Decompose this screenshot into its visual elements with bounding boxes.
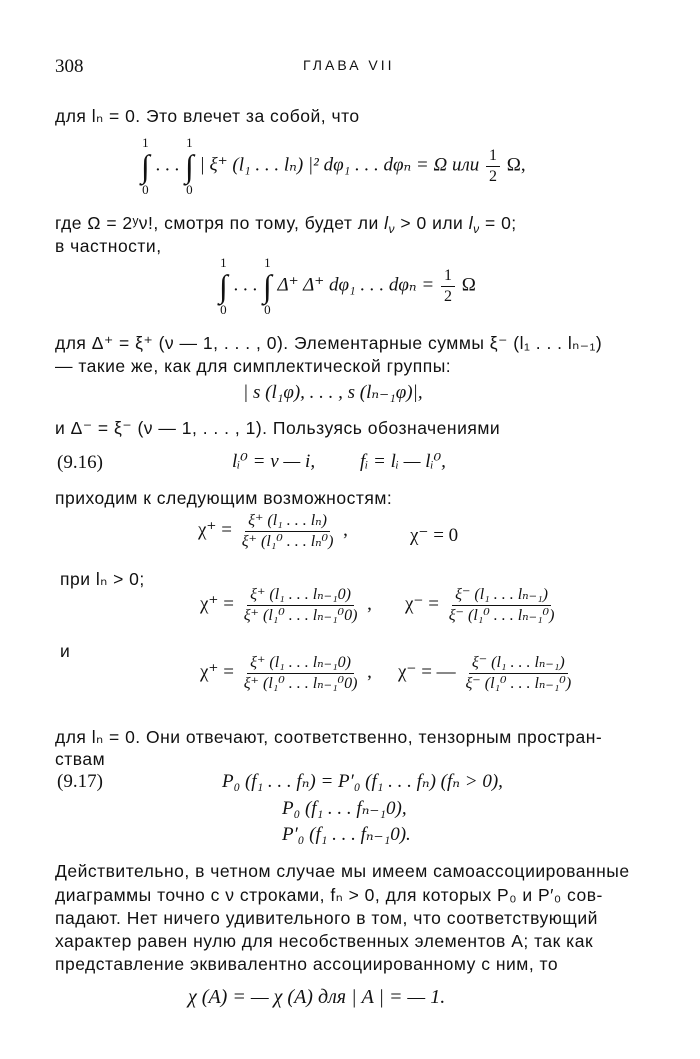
text-line-13: ствам: [55, 749, 106, 769]
chi-fraction: $\frac{\text{ξ⁺ (l₁ . . . lₙ₋₁0)}}{\text{ξ⁺ (l₁⁰ . . . lₙ₋₁⁰0)}}$: [243, 654, 358, 692]
chi-case-3: χ⁺ = $\frac{\text{ξ⁺ (l₁ . . . lₙ₋₁0)}}{\text{ξ⁺ (l₁⁰ . . . lₙ₋₁⁰0)}}$ ,: [200, 654, 372, 692]
integrand: Δ⁺ Δ⁺ dφ₁ . . . dφₙ =: [277, 274, 435, 296]
integral-sign: 1 ∫ 0: [185, 135, 194, 197]
text-line-9: приходим к следующим возможностям:: [55, 488, 393, 508]
chi-case-1: χ⁺ = $\frac{\text{ξ⁺ (l₁ . . . lₙ)}}{\text{ξ⁺ (l₁⁰ . . . lₙ⁰)}}$ ,: [198, 512, 348, 550]
integral-sign: 1 ∫ 0: [219, 255, 228, 317]
integral-formula-1: 1 ∫ 0 . . . 1 ∫ 0 | ξ⁺ (l₁ . . . lₙ) |² dφ₁ . . . dφₙ = Ω или $\frac{1}{2}$ Ω,: [141, 135, 526, 197]
equation-9-17-line-c: P′₀ (f₁ . . . fₙ₋₁0).: [282, 824, 411, 845]
text-line-2: где Ω = 2ʸν!, смотря по тому, будет ли $l_\nu > 0$ или $l_\nu = 0$;: [55, 213, 517, 236]
chi-case-2: χ⁺ = $\frac{\text{ξ⁺ (l₁ . . . lₙ₋₁0)}}{\text{ξ⁺ (l₁⁰ . . . lₙ₋₁⁰0)}}$ ,: [200, 586, 372, 624]
equation-9-16-part-b: fᵢ = lᵢ — lᵢ⁰,: [360, 451, 446, 472]
chi-minus-zero: χ⁻ = 0: [410, 525, 459, 546]
equation-9-16-part-a: lᵢ⁰ = ν — i,: [232, 451, 316, 472]
page-number: 308: [55, 56, 84, 77]
determinant-expression: | s (l₁φ), . . . , s (lₙ₋₁φ)|,: [243, 382, 423, 403]
equation-label-9-17: (9.17): [57, 771, 103, 792]
equation-label-9-16: (9.16): [57, 452, 103, 473]
paragraph-line-4: характер равен нулю для несобственных элементов A; так как: [55, 931, 594, 951]
chi-case-3-right: χ⁻ = — $\frac{\text{ξ⁻ (l₁ . . . lₙ₋₁)}}{\text{ξ⁻ (l₁⁰ . . . lₙ₋₁⁰)}}$: [398, 654, 576, 692]
text-line-10: при lₙ > 0;: [60, 569, 145, 589]
text-line-1: для lₙ = 0. Это влечет за собой, что: [55, 106, 360, 126]
equation-9-17-line-b: P₀ (f₁ . . . fₙ₋₁0),: [282, 798, 407, 819]
integral-sign: 1 ∫ 0: [141, 135, 150, 197]
paragraph-line-5: представление эквивалентно ассоциированному с ним, то: [55, 954, 559, 974]
fraction-half: $\frac{1}{2}$: [441, 267, 455, 305]
paragraph-line-1: Действительно, в четном случае мы имеем самоассоциированные: [55, 861, 630, 881]
chi-fraction: $\frac{\text{ξ⁺ (l₁ . . . lₙ₋₁0)}}{\text{ξ⁺ (l₁⁰ . . . lₙ₋₁⁰0)}}$: [243, 586, 358, 624]
text-line-3: в частности,: [55, 236, 162, 256]
text-line-12: для lₙ = 0. Они отвечают, соответственно, тензорным простран-: [55, 727, 603, 747]
integral-formula-2: 1 ∫ 0 . . . 1 ∫ 0 Δ⁺ Δ⁺ dφ₁ . . . dφₙ = $\frac{1}{2}$ Ω: [219, 255, 476, 317]
chi-case-2-right: χ⁻ = $\frac{\text{ξ⁻ (l₁ . . . lₙ₋₁)}}{\text{ξ⁻ (l₁⁰ . . . lₙ₋₁⁰)}}$: [405, 586, 559, 624]
text-line-11: и: [60, 641, 71, 661]
final-equation: χ (A) = — χ (A) для | A | = — 1.: [188, 986, 446, 1008]
paragraph-line-2: диаграммы точно с ν строками, fₙ > 0, для которых P₀ и P′₀ сов-: [55, 885, 603, 905]
chapter-title: ГЛАВА VII: [303, 57, 395, 73]
text-line-8: и Δ⁻ = ξ⁻ (ν — 1, . . . , 1). Пользуясь обозначениями: [55, 418, 501, 438]
chi-fraction: $\frac{\text{ξ⁻ (l₁ . . . lₙ₋₁)}}{\text{ξ⁻ (l₁⁰ . . . lₙ₋₁⁰)}}$: [465, 654, 572, 692]
fraction-half: $\frac{1}{2}$: [486, 147, 500, 185]
integrand: | ξ⁺ (l₁ . . . lₙ) |² dφ₁ . . . dφₙ = Ω или: [199, 154, 480, 176]
chi-fraction: $\frac{\text{ξ⁻ (l₁ . . . lₙ₋₁)}}{\text{ξ⁻ (l₁⁰ . . . lₙ₋₁⁰)}}$: [448, 586, 555, 624]
text-line-6: — такие же, как для симплектической группы:: [55, 356, 452, 376]
chi-fraction: $\frac{\text{ξ⁺ (l₁ . . . lₙ)}}{\text{ξ⁺ (l₁⁰ . . . lₙ⁰)}}$: [241, 512, 334, 550]
paragraph-line-3: падают. Нет ничего удивительного в том, что соответствующий: [55, 908, 598, 928]
equation-9-17-line-a: P₀ (f₁ . . . fₙ) = P′₀ (f₁ . . . fₙ) (fₙ > 0),: [222, 771, 503, 792]
integral-sign: 1 ∫ 0: [263, 255, 272, 317]
text-line-5: для Δ⁺ = ξ⁺ (ν — 1, . . . , 0). Элементарные суммы ξ⁻ (l₁ . . . lₙ₋₁): [55, 333, 603, 353]
